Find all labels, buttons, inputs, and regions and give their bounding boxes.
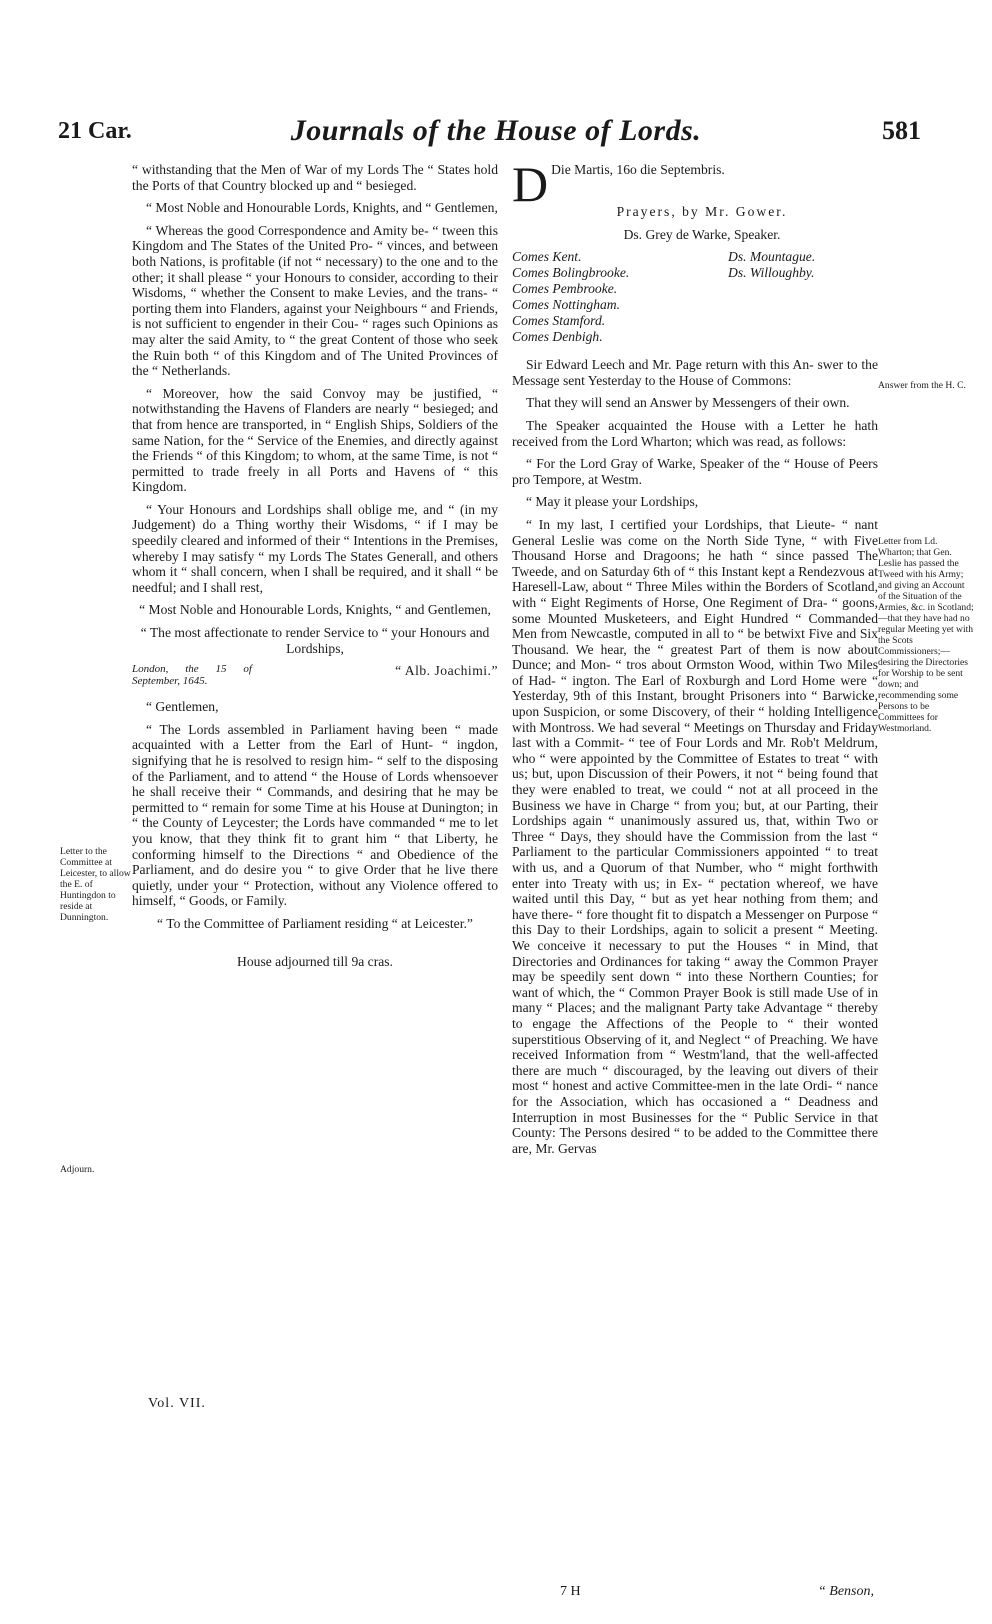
salutation: “ Most Noble and Honourable Lords, Knights, and “ Gentlemen, (146, 200, 498, 216)
salutation: “ Gentlemen, (146, 699, 219, 715)
lord-entry: Ds. Willoughby. (728, 265, 815, 281)
margin-note: Answer from the H. C. (878, 380, 966, 391)
lords-present-earls (512, 249, 629, 345)
margin-note: Letter to the Committee at Leicester, to allow the E. of Huntingdon to reside at Dunnington. (60, 846, 131, 923)
paragraph: Sir Edward Leech and Mr. Page return with this An- swer to the Message sent Yesterday to the House of Commons: (512, 357, 878, 388)
page-title: Journals of the House of Lords. (290, 114, 702, 147)
catchword: “ Benson, (818, 1584, 874, 1599)
lord-entry: Comes Denbigh. (512, 329, 603, 345)
letter-signature: “ Alb. Joachimi.” (395, 663, 498, 679)
paragraph: “ The Lords assembled in Parliament having been “ made acquainted with a Letter from the Earl of Hunt- “ ingdon, signifying that he is resolved to resign him- “ self to the disposing of the Parliament, and to attend “ the House of Lords whensoever he shall receive their “ Commands, and desiring that he may be permitted to “ remain for some Time at his House at Dunington; in “ the County of Leycester; the Lords have commanded “ me to let you know, that they think fit to grant him “ that Liberty, he conforming himself to the Directions “ and Obedience of the Parliament, and do desire you “ to give Order that he live there quietly, under your “ Protection, without any Violence offered to himself, “ Goods, or Family. (132, 721, 498, 909)
speaker-line: Ds. Grey de Warke, Speaker. (623, 226, 781, 242)
paragraph: “ Your Honours and Lordships shall oblige me, and “ (in my Judgement) do a Thing worthy their Wisdoms, “ if I may be speedily cleared and informed of their “ Intentions in the Premises, whereby I may satisfy “ my Lords The States Generall, and others whom it “ shall concern, when I shall be required, and it shall “ be needful; and I shall rest, (132, 501, 498, 595)
lord-entry: Comes Kent. (512, 249, 582, 265)
paragraph: “ Whereas the good Correspondence and Amity be- “ tween this Kingdom and The States of the United Pro- “ vinces, and between both Nations, is profitable (if not “ necessary) to the one and to the other; it shall please “ your Honours to consider, according to their Wisdoms, “ whether the Consent to make Levies, and the trans- “ porting them into Flanders, against your Neighbours “ and Friends, is not sufficient to engender in their Cou- “ rages such Opinions as may alter the said Amity, to “ the great Content of those who seek the Ruin both “ of this Kingdom and of The United Provinces of the “ Netherlands. (132, 222, 498, 379)
lords-present (512, 249, 878, 345)
closing-salutation: “ The most affectionate to render Service to “ your Honours and Lordships, (140, 625, 490, 656)
reign-header: 21 Car. (58, 118, 132, 144)
lord-entry: Comes Bolingbrooke. (512, 265, 630, 281)
signature-mark: 7 H (560, 1584, 581, 1599)
signature-row (132, 663, 498, 687)
letter-date: London, the 15 of September, 1645. (132, 663, 252, 688)
lord-entry: Comes Stamford. (512, 313, 606, 329)
lord-entry: Ds. Mountague. (728, 249, 816, 265)
volume-footer: Vol. VII. (148, 1396, 206, 1411)
paragraph: “ withstanding that the Men of War of my Lords The “ States hold the Ports of that Country blocked up and “ besieged. (132, 162, 498, 193)
margin-note: Letter from Ld. Wharton; that Gen. Leslie has passed the Tweed with his Army; and giving an Account of the Situation of the Armies, &c. in Scotland;—that they have had no regular Meeting yet with the Scots Commissioners;—desiring the Directories for Worship to be sent down; and recommending some Persons to be Committees for Westmorland. (878, 536, 974, 734)
prayers-line: Prayers, by Mr. Gower. (616, 204, 788, 219)
paragraph: That they will send an Answer by Messengers of their own. (526, 395, 850, 411)
letter-address: “ For the Lord Gray of Warke, Speaker of the “ House of Peers pro Tempore, at Westm. (512, 456, 878, 487)
right-column (512, 156, 878, 1163)
closing-salutation: “ Most Noble and Honourable Lords, Knights, “ and Gentlemen, (139, 602, 491, 618)
paragraph: “ Moreover, how the said Convoy may be justified, “ notwithstanding the Havens of Flanders are nearly “ besieged; and that from hence are transported, in “ English Ships, Soldiers of the same Nation, for the “ Service of the Enemies, and directly against the Friends “ of this Kingdom; to whom, at the same Time, is not “ permitted to trade freely in all Ports and Havens of “ this Kingdom. (132, 385, 498, 495)
paragraph: The Speaker acquainted the House with a Letter he hath received from the Lord Wharton; which was read, as follows: (512, 417, 878, 449)
letter-address: “ To the Committee of Parliament residing “ at Leicester.” (157, 915, 473, 931)
paragraph: “ In my last, I certified your Lordships, that Lieute- “ nant General Leslie was come on the North Side Tyne, “ with Five Thousand Horse and Dragoons; he hath “ since passed The Tweede, and on Saturday 6th of “ this Instant kept a Rendezvous at Haresell-Law, about “ Three Miles within the Borders of Scotland, with “ Eight Regiments of Horse, One Regiment of Dra- “ goons, some Mounted Musketeers, and Eight Hundred “ Commanded Men from Newcastle, computed in all to “ be betwixt Five and Six Thousand. We hear, the “ greatest Part of them is now about Dunce; and Mon- “ tros about Ormston Wood, within Two Miles of Had- “ ington. The Earl of Roxburgh and Lord Home were “ Yesterday, 9th of this Instant, brought Prisoners into “ Barwicke, upon Suspicion, or some Discovery, of their “ holding Intelligence with Montross. We had several “ Meetings on Thursday and Friday last with a Commit- “ tee of Four Lords and Mr. Rob't Meldrum, who “ were appointed by the Committee of Estates to treat “ with us; but, upon Discussion of their Powers, it not “ being found that they were enabled to treat, we could “ not at all proceed in the Business we have in Charge “ from you; but, at our Parting, their Lordships again “ unanimously assured us, that, within Two or Three “ Days, they should have the Commission from the last “ Parliament to the particular Commissioners appointed “ to treat with us, and a Quorum of that Number, who “ might forthwith enter into Treaty with us; in Ex- “ pectation whereof, we have waited until this Day, “ but as yet hear nothing from them; and have there- “ fore thought fit to dispatch a Messenger on Purpose “ this Day to their Lordships, again to solicit a present “ Meeting. We conceive it necessary to put the Houses “ in Mind, that Directories and Ordinances for taking “ away the Common Prayer may be speedily sent down “ into these Northern Counties; for want of which, the “ Common Prayer Book is still made Use of in many “ Places; and the malignant Party take Advantage “ thereby to engage the Affections of the People to “ their wonted superstitious Observing of it, and Neglect “ of Preaching. We have received Information from “ Westm'land, that the well-affected there are much “ discouraged, by the leaving out divers of their most “ honest and active Committee-men in the late Ordi- “ nance for the Association, which has occasioned a “ Deadness and Interruption in most Businesses for the “ Public Service in that County: The Persons desired “ to be added to the Committee there are, Mr. Gervas (512, 516, 878, 1156)
drop-cap: D (512, 156, 549, 212)
lord-entry: Comes Nottingham. (512, 297, 620, 313)
left-column (132, 162, 498, 976)
margin-note: Adjourn. (60, 1164, 95, 1175)
day-heading: D Die Martis, 16o die Septembris. (512, 156, 725, 212)
adjournment: House adjourned till 9a cras. (237, 953, 393, 969)
lord-entry: Comes Pembrooke. (512, 281, 618, 297)
salutation: “ May it please your Lordships, (526, 494, 699, 510)
page-number: 581 (882, 116, 921, 145)
lords-present-barons (728, 249, 878, 345)
